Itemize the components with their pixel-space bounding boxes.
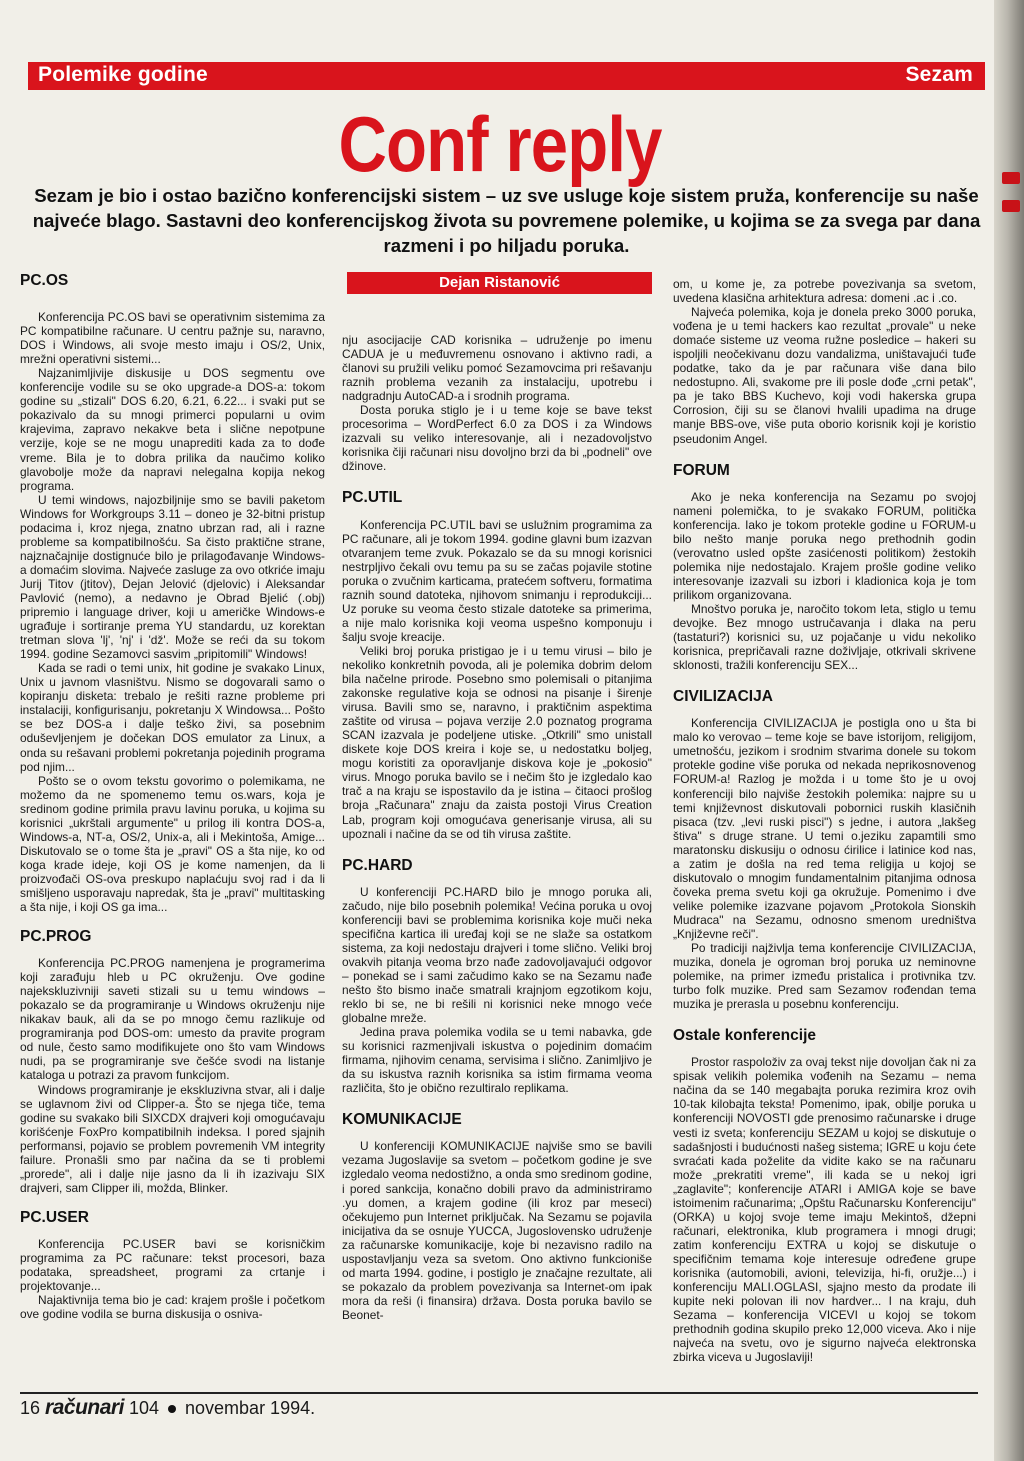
heading-forum: FORUM [673,461,730,479]
paragraph: Veliki broj poruka pristigao je i u temu virusi – bilo je nekoliko konkretnih povoda, ali je polemika dobrim delom bila načelne prirode. Posebno smo polemisali o pitanjima zakonske regulative koja se odnosi na pisanje i širenje virusa. Bavili smo se, naravno, i praktičnim aspektima zaštite od virusa – pojava verzije 2.0 poznatog programa SCAN izazvala je podeljene utiske. „Otkrili" smo unistall diskete koje DOS kreira i koje se, u nedostatku boljeg, mogu koristiti za oporavljanje diskova koje je „pokosio" virus. Mnogo poruka bavilo se i nečim što je izgledalo kao trač a na kraju se ispostavilo da je istina – čitaoci prošlog broja „Računara" znaju da zaista postoji Virus Creation Lab, program koji omogućava generisanje virusa, ali su upoznali i načine da se od tih virusa zaštite. [342,643,652,841]
magazine-section: Sezam [905,63,973,86]
heading-ostale-konferencije: Ostale konferencije [673,1027,817,1045]
heading-komunikacije: KOMUNIKACIJE [342,1111,462,1129]
paragraph: Ako je neka konferencija na Sezamu po svojoj nameni polemička, to je svakako FORUM, politička konferencija. Iako je tokom protekle godine u FORUM-u bilo nešto manje poruka nego prethodnih godin (verovatno usled opšte zasićenosti politikom) žestokih polemika nije nedostajalo. Krajem prošle godine veliko interesovanje izazvali su izbori i kladionica koja je tom prilikom organizovana. [673,489,976,602]
heading-pc-prog: PC.PROG [20,928,92,946]
paragraph: Konferencija PC.PROG namenjena je programerima koji zarađuju hleb u PC okruženju. Ove godine najekskluzivniji saveti stizali su u temu windows – pokazalo se da programiranje u Windows okruženju nije nikakav bauk, ali da se po mnogo čemu razlikuje od programiranja pod DOS-om: umesto da pravite program od nule, često samo modifikujete ono što vam Windows nudi, pa se programiranje sve češće svodi na listanje kataloga u potrazi za pravom funkcijom. [20,956,325,1083]
page-number: 16 [20,1398,41,1418]
binding-edge [994,0,1024,1461]
paragraph: Konferencija PC.OS bavi se operativnim sistemima za PC kompatibilne računare. U centru pažnje su, naravno, DOS i Windows, ali svoje mesto imaju i OS/2, Unix, mrežni operativni sistemi... [20,310,325,367]
paragraph: Najveća polemika, koja je donela preko 3000 poruka, vođena je u temi hackers kao rezultat „provale" u neke domaće sisteme uz veoma ružne posledice – hakeri su ispoljili neočekivanu dozu vandalizma, uništavajući tuđe podatke, tako da je par računara više dana bilo nedostupno. Ali, svakome pre ili posle dođe „crni petak", pa je tako BBS Kuchevo, koji vodi hakerska grupa Corrosion, čiji su se članovi hvalili upadima na druge manje BBS-ove, više puta oborio korisnik koji je koristio pseudonim Angel. [673,305,976,446]
heading-pc-user: PC.USER [20,1208,89,1226]
paragraph: om, u kome je, za potrebe povezivanja sa svetom, uvedena klasična arhitektura adresa: domeni .ac i .co. [673,277,976,306]
author-byline: Dejan Ristanović [347,272,652,294]
heading-civilizacija: CIVILIZACIJA [673,688,773,706]
article-title: Conf reply [338,100,662,188]
heading-pc-os: PC.OS [20,272,69,289]
paragraph: Dosta poruka stiglo je i u teme koje se bave tekst procesorima – WordPerfect 6.0 za DOS i za Windows izazvali su veliko interesovanje, ali i nezadovoljstvo korisnika čiji računari nisu dovoljno brzi da bi „podneli" ove džinove. [342,403,652,474]
paragraph: Konferencija PC.UTIL bavi se uslužnim programima za PC računare, ali je tokom 1994. godine glavni bum izazvan otvaranjem teme zvuk. Pokazalo se da su mnogi korisnici nestrpljivo čekali ovu temu pa su se začas pojavile stotine poruka o zvučnim karticama, pratećem softveru, formatima raznih sound datoteka, njihovom snimanju i reprodukciji... Uz poruke su veoma često stizale datoteke sa primerima, a nije malo korisnika koji veoma uspešno komponuju i šalju svoje kreacije. [342,517,652,644]
paragraph: Jedina prava polemika vodila se u temi nabavka, gde su korisnici razmenjivali iskustva o pojedinim domaćim firmama, njihovim cenama, servisima i slično. Zanimljivo je da su iskustva raznih korisnika sa istim firmama veoma različita, što je obično rezultiralo replikama. [342,1025,652,1096]
paragraph: Kada se radi o temi unix, hit godine je svakako Linux, Unix u javnom vlasništvu. Nismo se dogovarali samo o kopiranju disketa: trebalo je rešiti razne probleme pri instalaciji, konfigurisanju, pokretanju X Windowsa... Pošto se bez DOS-a i dalje teško živi, sa posebnim oduševljenjem je dočekan DOS emulator za Linux, a onda su rešavani problemi pokretanja pojedinih programa pod njim... [20,661,325,774]
paragraph: Pošto se o ovom tekstu govorimo o polemikama, ne možemo da ne spomenemo temu os.wars, koja je sredinom godine primila pravu lavinu poruka, u kojima su korisnici „ukrštali argumente" u prilog ili kontra DOS-a, Windows-a, NT-a, OS/2, Unix-a, ali i Mekintoša, Amige... Diskutovalo se o tome šta je „pravi" OS a šta nije, ko od koga krade ideje, koji OS je kome namenjen, da li proizvođači OS-ova preskupo naplaćuju svoj rad i da li smišljeno usporavaju napredak, šta je „pravi" multitasking a šta nije, i koji OS ga ima... [20,773,325,915]
article-lead: Sezam je bio i ostao bazično konferencijski sistem – uz sve usluge koje sistem pruža, konferencije su naše najveće blago. Sastavni deo konferencijskog života su povremene polemike, u kojima se za svega par dana razmeni i po hiljadu poruka. [32,185,981,256]
issue-number: 104 [128,1398,159,1418]
heading-pc-util: PC.UTIL [342,489,403,507]
paragraph: Po tradiciji najživlja tema konferencije CIVILIZACIJA, muzika, donela je ogroman broj poruka uz neminovne polemike, na primer između pristalica i protivnika tzv. turbo folk muzike. Pred sam Sezamov rođendan tema muzika je prerasla u posebnu konferenciju. [673,941,976,1012]
paragraph: Windows programiranje je ekskluzivna stvar, ali i dalje se uglavnom živi od Clipper-a. Što se njega tiče, tema godine su svakako bili SIXCDX drajveri koji omogućavaju korišćenje FoxPro kompatibilnih indeksa. I pored sjajnih performansi, pojavio se problem povremenih VM integrity failure. Pronašli smo par načina da se ti problemi „prorede", ali i dalje nije jasno da li ih izazivaju SIX drajveri, sam Clipper ili, možda, Blinker. [20,1082,325,1195]
footer-line [20,1396,315,1420]
issue-date: novembar 1994. [185,1398,316,1418]
paragraph: Najzanimljivije diskusije u DOS segmentu ove konferencije vodile su se oko upgrade-a DOS-a: tokom godine su „stizali" DOS 6.20, 6.21, 6.22... i svaki put se pokazivalo da su mnogi primerci popularni u ovim krajevima, zapravo nekakve beta i slične nepotpune verzije, koje se ne mogu unaprediti kada za to dođe vreme. Bila je to dobra prilika da naučimo koliko glavobolje može da napravi nelegalna kopija nekog programa. [20,366,325,493]
paragraph: Najaktivnija tema bio je cad: krajem prošle i početkom ove godine vodila se burna diskusija o osniva- [20,1293,325,1322]
paragraph: Mnoštvo poruka je, naročito tokom leta, stiglo u temu devojke. Bez mnogo ustručavanja i dlaka na peru (tastaturi?) korisnici su, uz pojačanje u vidu nekoliko korisnica, prepričavali razne doživljaje, otkrivali skrivene sklonosti, tražili konferenciju SEX... [673,601,976,673]
footer-rule [20,1392,978,1394]
edge-tab-mark [1002,200,1020,212]
heading-pc-hard: PC.HARD [342,856,413,874]
paragraph: U konferenciji KOMUNIKACIJE najviše smo se bavili vezama Jugoslavije sa svetom – početkom godine je sve izgledalo veoma nedostižno, a onda smo sredinom godine, i pored sankcija, konačno dobili pravo da administriramo .yu domen, a krajem godine (ili kroz par meseci) očekujemo pun Internet priključak. Na Sezamu se pojavila inicijativa da se osnuje YUCCA, Jugoslovensko udruženje za računarske komunikacije, koje bi nezavisno radilo na uspostavljanju veza sa svetom. Ono aktivno funkcioniše od marta 1994. godine, i postiglo je značajne rezultate, ali se pokazalo da problem povezivanja sa Internet-om ipak mora da reši (i finansira) država. Dosta poruka bavilo se Beonet- [342,1139,653,1322]
edge-tab-mark [1002,172,1020,184]
paragraph: Prostor raspoloživ za ovaj tekst nije dovoljan čak ni za spisak velikih polemika vođenih na Sezamu – nema načina da se 140 megabajta poruka rezimira kroz ovih 10-tak kilobajta teksta! Pomenimo, ipak, obilje poruka u konferenciji NOVOSTI gde prenosimo računarske i druge vesti iz sveta; konferenciju SEZAM u kojoj se diskutuje o sadašnjosti i budućnosti našeg sistema; IGRE u koju ćete svraćati kada poželite da vidite kako se na računaru može „prekratiti vreme", ili kada se u nekoj igri „zaglavite"; konferencije ATARI i AMIGA koje se bave istoimenim računarima; „Opštu Računarsku Konferenciju" (ORKA) u kojoj svoje teme imaju Mekintoš, džepni računari, elektronika, klub programera i mnogi drugi; zatim konferenciju EXTRA u kojoj se diskutuje o specifičnim temama koje interesuje određene grupe korisnika (automobili, avioni, televizija, hi-fi, oružje...) i konferenciju MALI.OGLASI, sjajno mesto da prodate ili kupite neki polovan ili nov hardver... I na kraju, duh Sezama – konferencija VICEVI u kojoj se tokom prethodnih godina skupilo preko 12,000 viceva. Ako i nije najveća na svetu, ovo je sigurno najveća elektronska zbirka viceva u Jugoslaviji! [673,1055,976,1365]
paragraph: Konferencija CIVILIZACIJA je postigla ono u šta bi malo ko verovao – teme koje se bave istorijom, religijom, umetnošću, jezikom i srodnim stvarima donele su tokom protekle godine više poruka od nekada neprikosnovenog FORUM-a! Razlog je možda i u tome što je u ovoj konferenciji bilo najviše žestokih polemika: najpre su u temi književnost diskutovali pobornici ruskih klasičnih pisaca (tzv. „levi ruski pisci") s jedne, i autora „lakšeg štiva" s druge strane. U temi o.jeziku zapamtili smo maratonsku diskusiju o odnosu ćirilice i latinice kod nas, a zatim je došla na red tema religija u kojoj se diskutovalo o mnogim fundamentalnim pitanjima odnosa čoveka prema svetu koji ga okružuje. Pomenimo i dve velike polemike izazvane pojavom „Protokola Sionskih Mudraca" na Sezamu, odnosno smenom uredništva „Književne reči". [673,716,976,941]
section-name: Polemike godine [38,63,208,86]
text-column-2 [342,333,652,1322]
text-column-3 [673,277,976,1364]
bullet-dot-icon [168,1405,176,1413]
page-footer [20,1390,978,1419]
magazine-logo: računari [45,1396,124,1419]
text-column-1 [20,274,325,1321]
paragraph: U konferenciji PC.HARD bilo je mnogo poruka ali, začudo, nije bilo posebnih polemika! Većina poruka u ovoj konferenciji bavi se problemima korisnika koje muči neka specifična kartica ili uređaj koji se ne slaže sa ostatkom sistema, za koji nedostaju drajveri i tome slično. Veliki broj ovakvih pitanja veoma brzo nađe zadovoljavajući odgovor – ponekad se i sami začudimo kako se na Sezamu nađe nešto što bismo inače smatrali krajnjom egzotikom koju, reklo bi se, ne bi rešili ni korisnici neke mnogo veće globalne mreže. [342,884,652,1026]
paragraph: nju asocijacije CAD korisnika – udruženje po imenu CADUA je u međuvremenu osnovano i aktivno radi, a članovi su pružili veliku pomoć Sezamovcima pri rešavanju raznih problema vezanih za instalaciju, upotrebu i nadgradnju AutoCAD-a i srodnih programa. [342,333,652,404]
paragraph: U temi windows, najozbiljnije smo se bavili paketom Windows for Workgroups 3.11 – doneo je 32-bitni pristup podacima i, kroz njega, znatno ubrzan rad, ali i razne probleme sa kompatibilnošću. Sa čisto praktične strane, najznačajnije dostignuće bilo je prilagođavanje Windows-a domaćim slovima. Najveće zasluge za ovo otkriće imaju Jurij Titov (jtitov), Dejan Jelović (djelovic) i Aleksandar Pavlović (nemo), a nedavno je Obrad Bjelić (.obj) pripremio i language driver, koji u američke Windows-e ugrađuje i sortiranje prema YU standardu, uz korektan tretman slova 'lj', 'nj' i 'dž'. Može se reći da su tokom 1994. godine Sezamovci sasvim „pripitomili" Windows! [20,492,325,662]
paragraph: Konferencija PC.USER bavi se korisničkim programima za PC računare: tekst procesori, baza podataka, spreadsheet, programi za crtanje i projektovanje... [20,1236,325,1294]
section-banner [28,62,985,90]
